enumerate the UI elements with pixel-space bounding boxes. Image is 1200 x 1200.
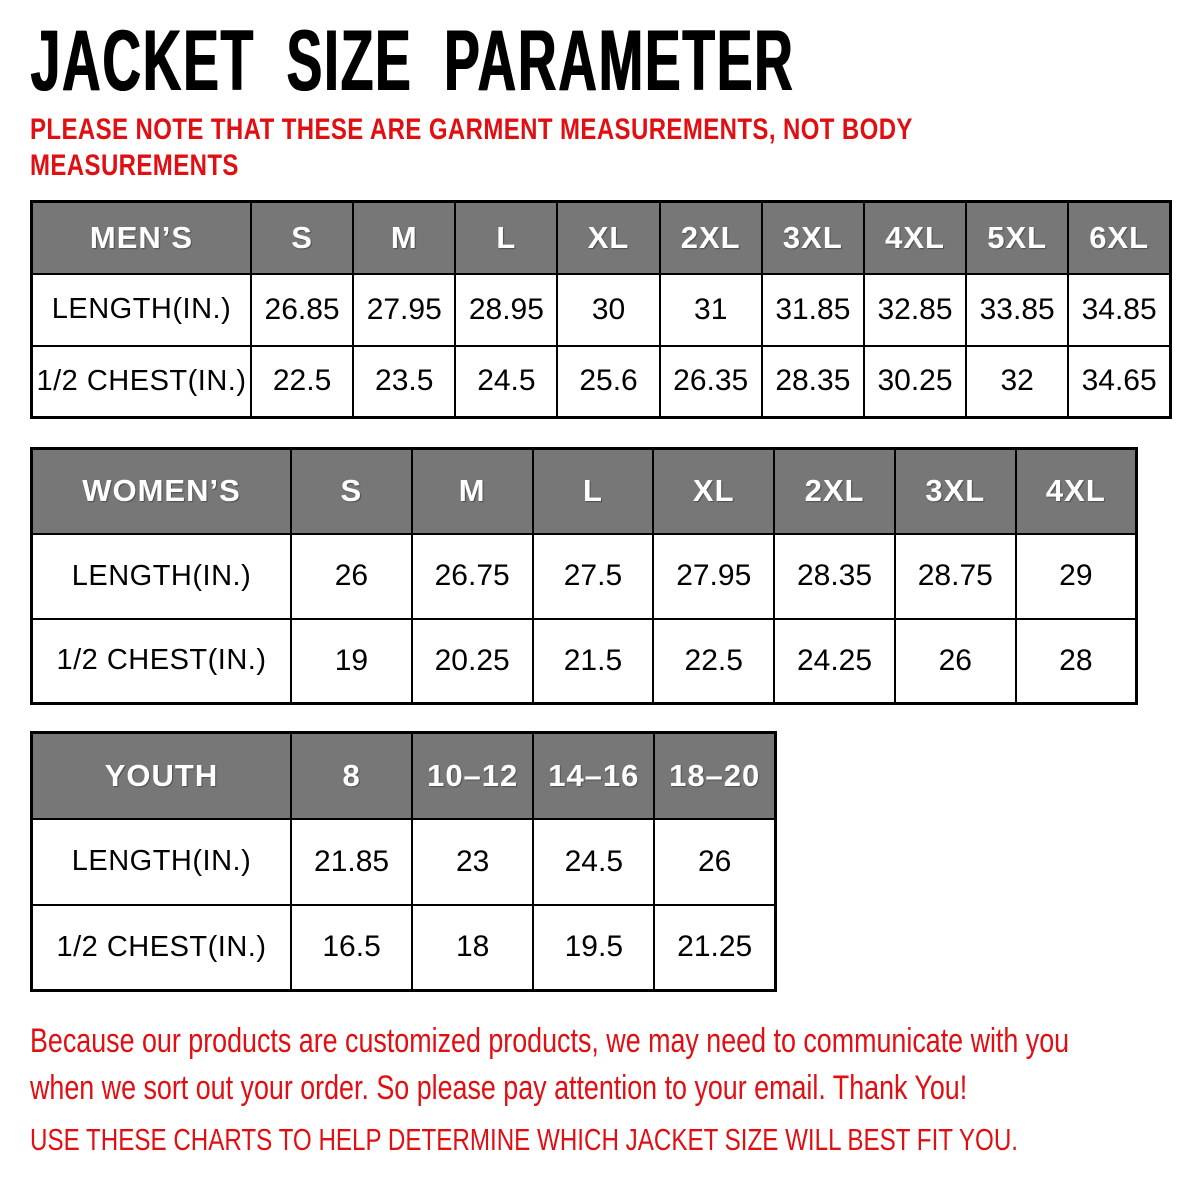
measurement-row-label: LENGTH(IN.) — [32, 274, 252, 346]
womens-table-title: WOMEN’S — [32, 449, 292, 534]
measurement-row-label: LENGTH(IN.) — [32, 819, 292, 905]
measurement-cell: 26 — [291, 534, 412, 619]
womens-size-column-header: XL — [653, 449, 774, 534]
measurement-cell: 25.6 — [557, 346, 659, 418]
measurement-cell: 21.5 — [533, 619, 654, 704]
mens-data-row — [32, 274, 1171, 346]
womens-size-table-section — [30, 447, 1200, 705]
womens-size-column-header: 3XL — [895, 449, 1016, 534]
mens-size-column-header: M — [353, 202, 455, 274]
youth-header-row — [32, 733, 776, 819]
measurement-cell: 34.85 — [1068, 274, 1170, 346]
measurement-cell: 31.85 — [762, 274, 864, 346]
mens-size-column-header: 6XL — [1068, 202, 1170, 274]
measurement-cell: 28.35 — [774, 534, 895, 619]
footer-paragraph — [30, 1018, 1183, 1112]
mens-size-column-header: 2XL — [660, 202, 762, 274]
womens-size-column-header: M — [412, 449, 533, 534]
youth-size-column-header: 14–16 — [533, 733, 654, 819]
youth-data-row — [32, 819, 776, 905]
womens-size-column-header: L — [533, 449, 654, 534]
youth-data-row — [32, 905, 776, 991]
womens-size-table — [30, 447, 1138, 705]
measurement-cell: 32 — [966, 346, 1068, 418]
footer-paragraph-line-2: when we sort out your order. So please pay attention to your email. Thank You! — [30, 1069, 968, 1107]
measurement-cell: 24.25 — [774, 619, 895, 704]
measurement-cell: 32.85 — [864, 274, 966, 346]
womens-data-row — [32, 619, 1137, 704]
womens-header-row — [32, 449, 1137, 534]
measurement-cell: 33.85 — [966, 274, 1068, 346]
youth-size-column-header: 8 — [291, 733, 412, 819]
youth-table-title: YOUTH — [32, 733, 292, 819]
measurement-cell: 19 — [291, 619, 412, 704]
measurement-cell: 26.75 — [412, 534, 533, 619]
measurement-cell: 21.85 — [291, 819, 412, 905]
measurement-cell: 27.95 — [353, 274, 455, 346]
measurement-cell: 27.95 — [653, 534, 774, 619]
mens-data-row — [32, 346, 1171, 418]
measurement-cell: 24.5 — [455, 346, 557, 418]
footer-paragraph-line-1: Because our products are customized products, we may need to communicate with you — [30, 1022, 1070, 1060]
mens-size-column-header: S — [251, 202, 353, 274]
measurement-cell: 18 — [412, 905, 533, 991]
measurement-cell: 26 — [895, 619, 1016, 704]
mens-header-row — [32, 202, 1171, 274]
measurement-cell: 27.5 — [533, 534, 654, 619]
mens-table-title: MEN’S — [32, 202, 252, 274]
measurement-cell: 28.95 — [455, 274, 557, 346]
measurement-cell: 26.35 — [660, 346, 762, 418]
measurement-cell: 20.25 — [412, 619, 533, 704]
measurement-cell: 24.5 — [533, 819, 654, 905]
womens-data-row — [32, 534, 1137, 619]
measurement-cell: 23.5 — [353, 346, 455, 418]
garment-measurement-note: PLEASE NOTE THAT THESE ARE GARMENT MEASUREMENTS, NOT BODY MEASUREMENTS — [30, 113, 913, 182]
mens-size-table — [30, 200, 1172, 419]
measurement-cell: 26.85 — [251, 274, 353, 346]
womens-size-column-header: 4XL — [1016, 449, 1137, 534]
measurement-cell: 22.5 — [653, 619, 774, 704]
womens-size-column-header: 2XL — [774, 449, 895, 534]
measurement-cell: 26 — [654, 819, 775, 905]
youth-size-column-header: 18–20 — [654, 733, 775, 819]
mens-size-column-header: L — [455, 202, 557, 274]
measurement-cell: 30 — [557, 274, 659, 346]
mens-size-column-header: 4XL — [864, 202, 966, 274]
measurement-cell: 34.65 — [1068, 346, 1170, 418]
measurement-row-label: 1/2 CHEST(IN.) — [32, 905, 292, 991]
youth-size-column-header: 10–12 — [412, 733, 533, 819]
mens-size-column-header: 3XL — [762, 202, 864, 274]
page-title: JACKET SIZE PARAMETER — [30, 13, 795, 109]
measurement-row-label: 1/2 CHEST(IN.) — [32, 619, 292, 704]
measurement-cell: 19.5 — [533, 905, 654, 991]
measurement-cell: 22.5 — [251, 346, 353, 418]
mens-size-table-section — [30, 200, 1200, 419]
measurement-cell: 28 — [1016, 619, 1137, 704]
measurement-cell: 30.25 — [864, 346, 966, 418]
measurement-cell: 31 — [660, 274, 762, 346]
womens-size-column-header: S — [291, 449, 412, 534]
youth-size-table — [30, 731, 777, 992]
measurement-row-label: LENGTH(IN.) — [32, 534, 292, 619]
measurement-row-label: 1/2 CHEST(IN.) — [32, 346, 252, 418]
measurement-cell: 29 — [1016, 534, 1137, 619]
measurement-cell: 28.75 — [895, 534, 1016, 619]
measurement-cell: 21.25 — [654, 905, 775, 991]
youth-size-table-section — [30, 731, 1200, 992]
measurement-cell: 23 — [412, 819, 533, 905]
footer-fit-note: USE THESE CHARTS TO HELP DETERMINE WHICH JACKET SIZE WILL BEST FIT YOU. — [30, 1122, 1019, 1157]
mens-size-column-header: 5XL — [966, 202, 1068, 274]
measurement-cell: 28.35 — [762, 346, 864, 418]
mens-size-column-header: XL — [557, 202, 659, 274]
measurement-cell: 16.5 — [291, 905, 412, 991]
